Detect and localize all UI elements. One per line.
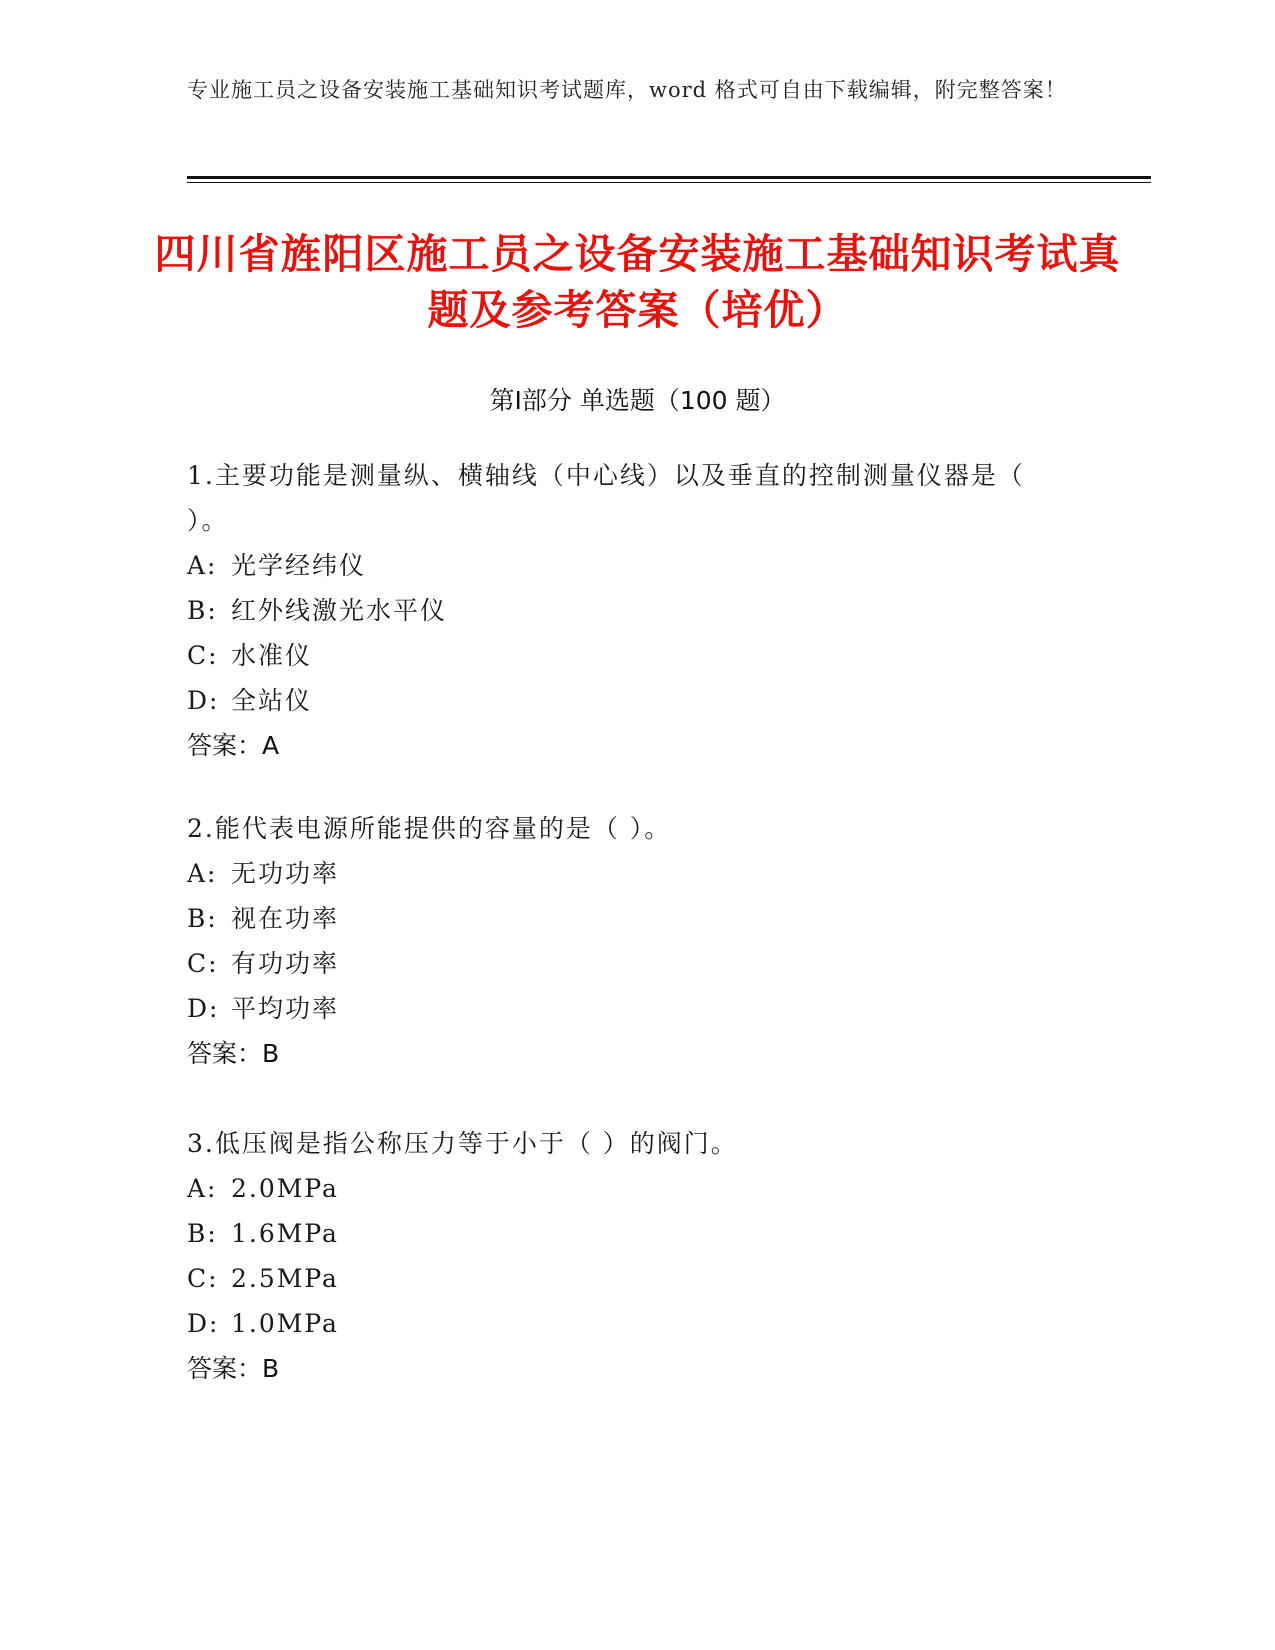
header-divider-thin	[187, 182, 1151, 183]
option-a	[187, 1166, 1067, 1211]
option-letter: C:	[187, 949, 219, 978]
option-text: 红外线激光水平仪	[231, 596, 448, 625]
option-letter: B:	[187, 596, 218, 625]
option-a	[187, 543, 1067, 588]
option-letter: D:	[187, 686, 220, 715]
option-c	[187, 633, 1067, 678]
option-text: 1.0MPa	[231, 1309, 339, 1338]
option-letter: A:	[187, 1174, 218, 1203]
option-letter: C:	[187, 641, 219, 670]
answer-value: B	[262, 1354, 280, 1383]
option-text: 水准仪	[231, 641, 313, 670]
option-text: 无功功率	[231, 859, 340, 888]
option-b	[187, 896, 1067, 941]
option-b	[187, 588, 1067, 633]
answer-value: B	[262, 1039, 280, 1068]
question-2	[187, 806, 1067, 1076]
answer-line	[187, 1031, 1067, 1076]
document-title: 四川省旌阳区施工员之设备安装施工基础知识考试真题及参考答案（培优）	[154, 230, 1121, 334]
option-d	[187, 986, 1067, 1031]
question-stem: 1.主要功能是测量纵、横轴线（中心线）以及垂直的控制测量仪器是（ ）。	[187, 461, 1025, 535]
option-text: 2.5MPa	[231, 1264, 339, 1293]
question-3	[187, 1121, 1067, 1391]
option-text: 全站仪	[231, 686, 313, 715]
option-d	[187, 678, 1067, 723]
option-letter: A:	[187, 859, 218, 888]
answer-value: A	[262, 731, 280, 760]
option-c	[187, 941, 1067, 986]
option-text: 光学经纬仪	[231, 551, 367, 580]
question-1	[187, 453, 1067, 768]
option-text: 视在功率	[231, 904, 340, 933]
question-stem: 2.能代表电源所能提供的容量的是（ ）。	[187, 814, 672, 843]
option-letter: A:	[187, 551, 218, 580]
answer-line	[187, 1346, 1067, 1391]
answer-line	[187, 723, 1067, 768]
answer-label: 答案：	[187, 1354, 263, 1383]
answer-label: 答案：	[187, 1039, 263, 1068]
section-heading: 第Ⅰ部分 单选题（100 题）	[489, 386, 786, 415]
option-text: 1.6MPa	[231, 1219, 339, 1248]
option-letter: C:	[187, 1264, 219, 1293]
answer-label: 答案：	[187, 731, 263, 760]
option-d	[187, 1301, 1067, 1346]
option-text: 平均功率	[231, 994, 340, 1023]
question-stem: 3.低压阀是指公称压力等于小于（ ）的阀门。	[187, 1129, 738, 1158]
option-letter: D:	[187, 1309, 220, 1338]
option-letter: B:	[187, 904, 218, 933]
header-divider-thick	[187, 176, 1151, 179]
option-b	[187, 1211, 1067, 1256]
option-text: 有功功率	[231, 949, 340, 978]
option-letter: D:	[187, 994, 220, 1023]
option-c	[187, 1256, 1067, 1301]
option-letter: B:	[187, 1219, 218, 1248]
header-note: 专业施工员之设备安装施工基础知识考试题库，word 格式可自由下载编辑，附完整答案！	[187, 78, 1067, 102]
option-a	[187, 851, 1067, 896]
option-text: 2.0MPa	[231, 1174, 339, 1203]
